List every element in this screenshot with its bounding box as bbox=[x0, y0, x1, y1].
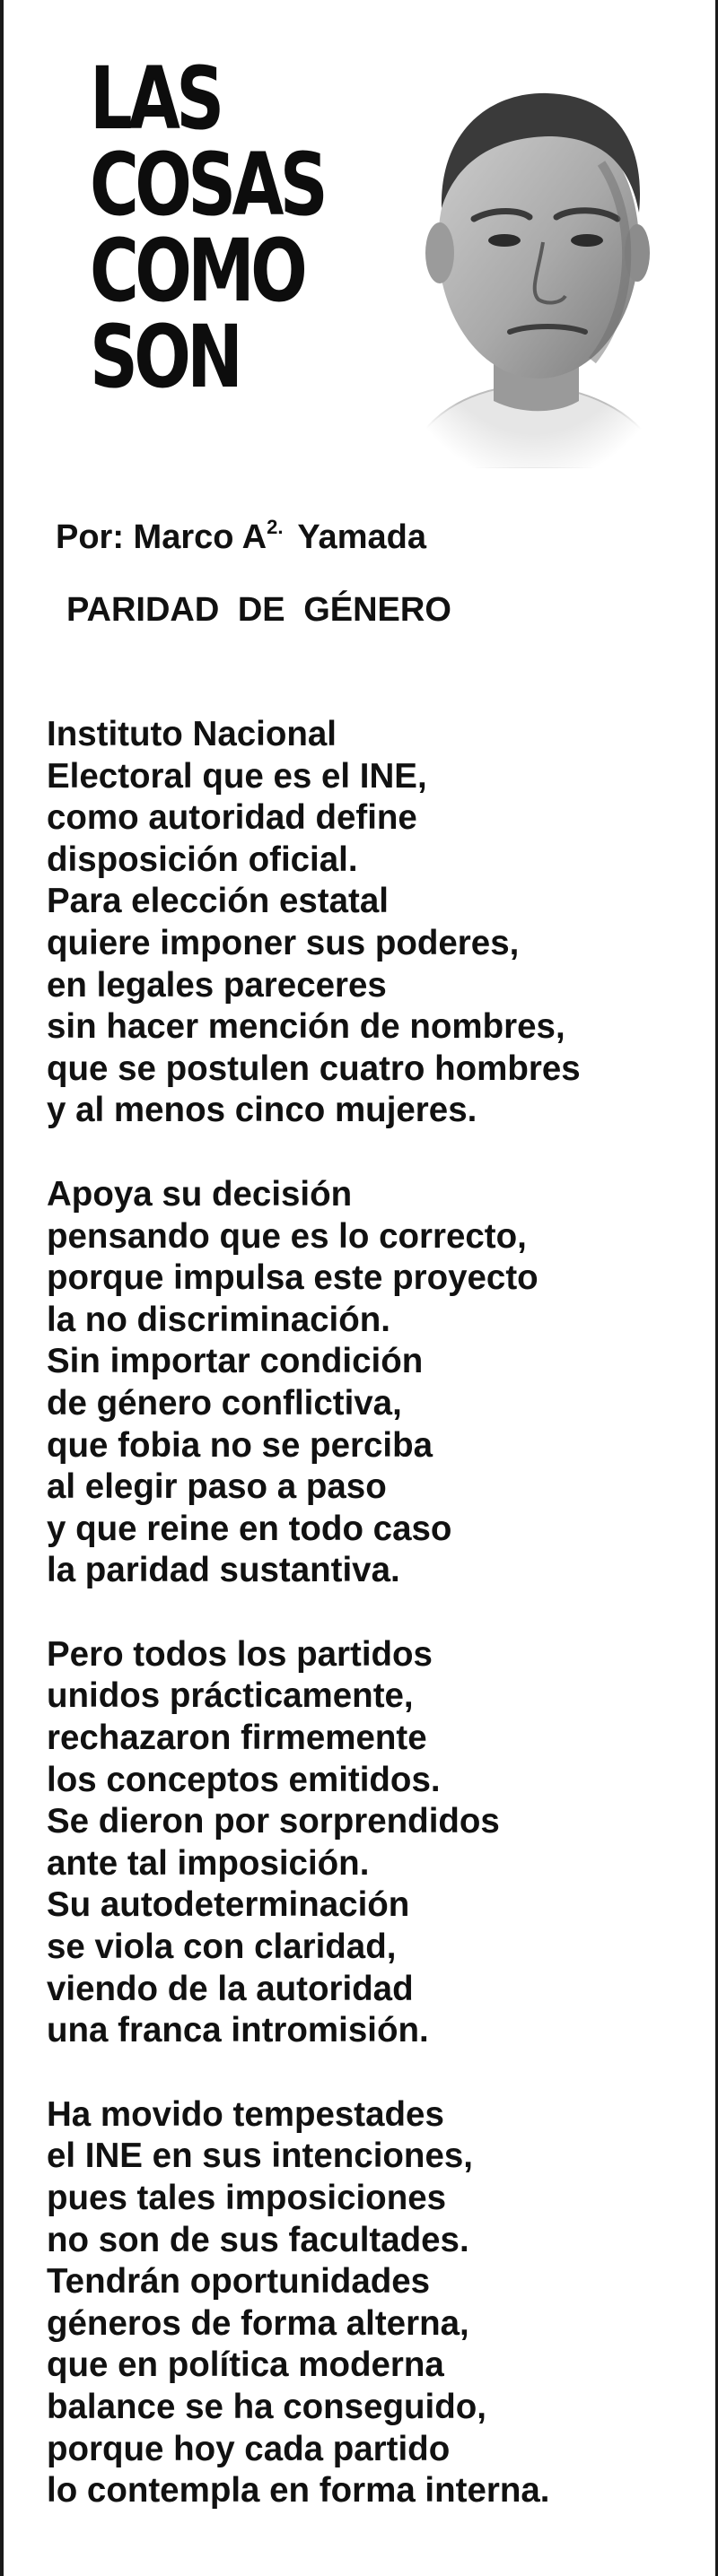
column-title-line: COSAS bbox=[90, 135, 325, 235]
poem-verse: quiere imponer sus poderes, bbox=[47, 923, 520, 962]
poem-stanza bbox=[47, 1634, 693, 2052]
poem-verse: Sin importar condición bbox=[47, 1342, 424, 1381]
poem-verse: Para elección estatal bbox=[47, 882, 389, 921]
column-title bbox=[90, 48, 325, 407]
poem-body bbox=[47, 714, 693, 2554]
poem-verse: lo contempla en forma interna. bbox=[47, 2471, 550, 2511]
poem-verse: Ha movido tempestades bbox=[47, 2094, 444, 2134]
poem-verse: porque hoy cada partido bbox=[47, 2429, 451, 2468]
poem-verse: y que reine en todo caso bbox=[47, 1509, 452, 1548]
author-surname: Yamada bbox=[297, 518, 426, 556]
poem-verse: géneros de forma alterna, bbox=[47, 2303, 469, 2343]
poem-verse: balance se ha conseguido, bbox=[47, 2387, 486, 2426]
poem-verse: Pero todos los partidos bbox=[47, 1634, 433, 1674]
poem-verse: que en política moderna bbox=[47, 2345, 444, 2385]
poem-verse: que se postulen cuatro hombres bbox=[47, 1049, 581, 1088]
poem-verse: disposición oficial. bbox=[47, 840, 358, 879]
poem-stanza bbox=[47, 1174, 693, 1592]
left-border-rule bbox=[0, 0, 4, 2576]
poem-verse: Instituto Nacional bbox=[47, 715, 337, 753]
poem-verse: pensando que es lo correcto, bbox=[47, 1216, 527, 1256]
poem-stanza bbox=[47, 2094, 693, 2512]
author-name-superscript: 2. bbox=[267, 516, 284, 538]
poem-verse: Su autodeterminación bbox=[47, 1885, 410, 1925]
poem-stanza bbox=[47, 714, 693, 1132]
column-title-line: SON bbox=[90, 307, 240, 407]
column-title-line: LAS bbox=[90, 48, 221, 149]
poem-verse: sin hacer mención de nombres, bbox=[47, 1007, 565, 1047]
poem-verse: no son de sus facultades. bbox=[47, 2220, 469, 2259]
poem-verse: y al menos cinco mujeres. bbox=[47, 1091, 477, 1130]
column-title-line: COMO bbox=[90, 221, 304, 321]
poem-verse: al elegir paso a paso bbox=[47, 1467, 387, 1507]
poem-verse: los conceptos emitidos. bbox=[47, 1760, 441, 1799]
poem-verse: en legales pareceres bbox=[47, 965, 387, 1005]
author-name-prefix: Por: Marco A bbox=[56, 518, 267, 556]
poem-verse: la paridad sustantiva. bbox=[47, 1551, 400, 1590]
poem-verse: la no discriminación. bbox=[47, 1300, 390, 1339]
poem-verse: que fobia no se perciba bbox=[47, 1425, 433, 1465]
poem-verse: el INE en sus intenciones, bbox=[47, 2137, 473, 2176]
author-byline bbox=[56, 508, 426, 557]
poem-verse: una franca intromisión. bbox=[47, 2011, 429, 2050]
poem-verse: unidos prácticamente, bbox=[47, 1676, 414, 1716]
poem-verse: de género conflictiva, bbox=[47, 1383, 402, 1423]
poem-verse: Tendrán oportunidades bbox=[47, 2262, 431, 2302]
poem-verse: Apoya su decisión bbox=[47, 1174, 353, 1214]
poem-verse: como autoridad define bbox=[47, 798, 417, 838]
article-subtitle: PARIDAD DE GÉNERO bbox=[66, 591, 451, 629]
poem-verse: Electoral que es el INE, bbox=[47, 756, 427, 796]
poem-verse: rechazaron firmemente bbox=[47, 1719, 427, 1758]
poem-verse: porque impulsa este proyecto bbox=[47, 1258, 538, 1298]
poem-verse: ante tal imposición. bbox=[47, 1843, 370, 1883]
poem-verse: viendo de la autoridad bbox=[47, 1969, 414, 2008]
poem-verse: Se dieron por sorprendidos bbox=[47, 1802, 500, 1841]
poem-verse: se viola con claridad, bbox=[47, 1928, 397, 1967]
poem-verse: pues tales imposiciones bbox=[47, 2179, 447, 2217]
author-portrait bbox=[395, 56, 673, 468]
